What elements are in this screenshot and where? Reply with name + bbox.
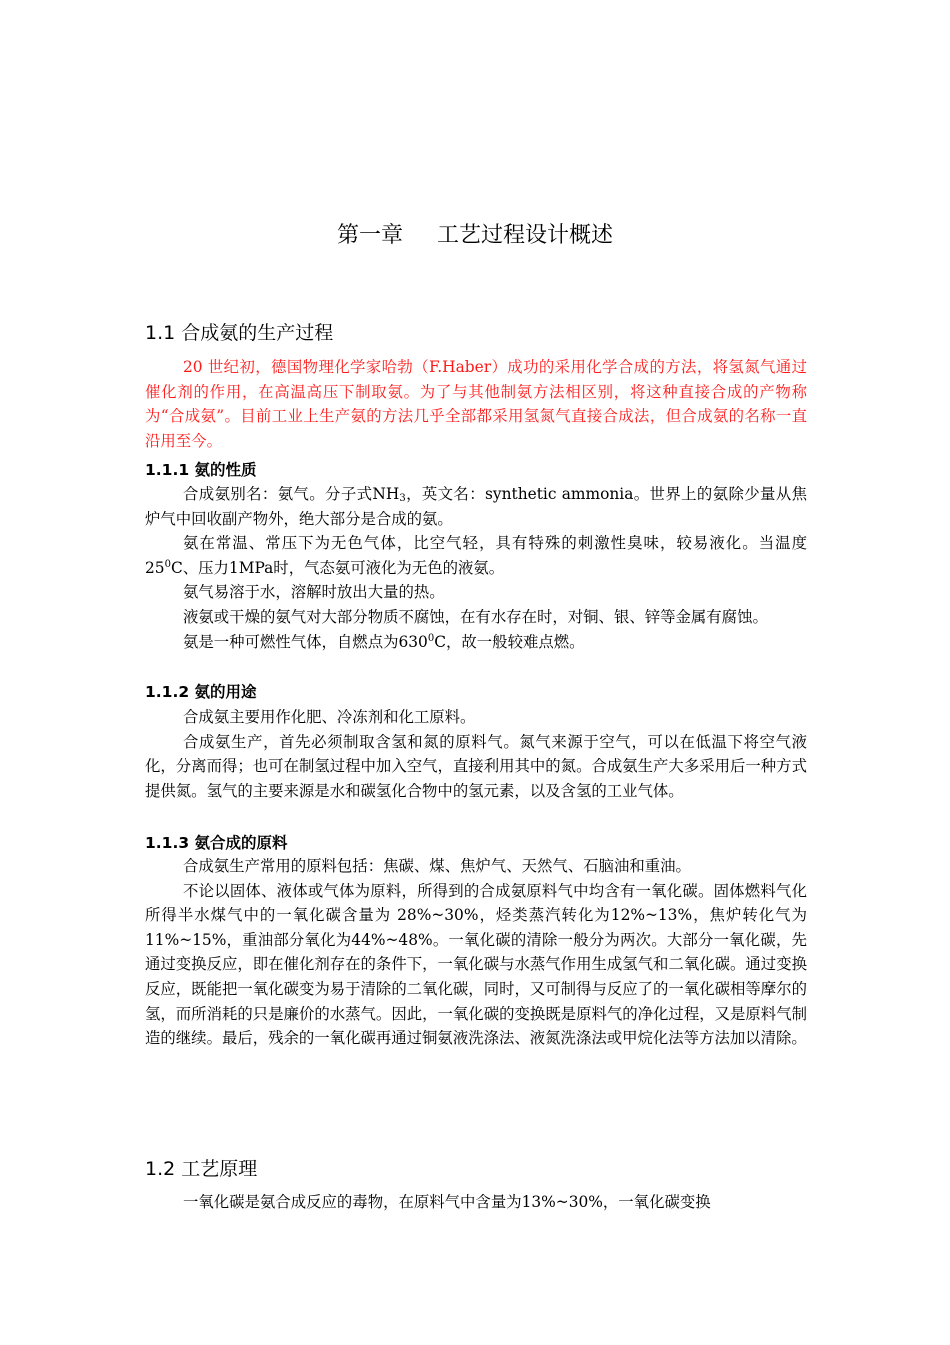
paragraph-ammonia-uses: 合成氨主要用作化肥、冷冻剂和化工原料。 — [183, 708, 476, 726]
section-1-2-body — [145, 1190, 807, 1215]
paragraph-ammonia-physical: 氨在常温、常压下为无色气体，比空气轻，具有特殊的刺激性臭味，较易液化。当温度$25^0C$、压力1MPa时，气态氨可液化为无色的液氨。 — [145, 534, 807, 577]
subsection-heading-1-1-2: 1.1.2 氨的用途 — [145, 683, 257, 701]
subsection-heading-1-1-1: 1.1.1 氨的性质 — [145, 461, 257, 479]
paragraph-process-principle: 一氧化碳是氨合成反应的毒物，在原料气中含量为13%~30%，一氧化碳变换 — [183, 1193, 711, 1211]
subsection-1-1-2-body — [145, 705, 807, 803]
subsection-heading-1-1-3: 1.1.3 氨合成的原料 — [145, 834, 288, 852]
chapter-name: 工艺过程设计概述 — [437, 223, 614, 248]
chapter-number: 第一章 — [336, 223, 403, 248]
subsection-1-1-1-body — [145, 482, 807, 654]
subsection-1-1-3-body — [145, 854, 807, 1051]
paragraph-raw-materials: 合成氨生产常用的原料包括：焦碳、煤、焦炉气、天然气、石脑油和重油。 — [183, 857, 691, 875]
section-heading-1-2: 1.2 工艺原理 — [145, 1158, 258, 1180]
section-heading-1-1: 1.1 合成氨的生产过程 — [145, 322, 334, 344]
section-1-1-intro — [145, 355, 807, 453]
paragraph-ammonia-flammability: 氨是一种可燃性气体，自燃点为$630^0C$，故一般较难点燃。 — [183, 632, 585, 651]
paragraph-ammonia-corrosion: 液氨或干燥的氨气对大部分物质不腐蚀，在有水存在时，对铜、银、锌等金属有腐蚀。 — [183, 607, 768, 626]
paragraph-feed-gas: 合成氨生产，首先必须制取含氢和氮的原料气。氮气来源于空气，可以在低温下将空气液化，分离而得；也可在制氢过程中加入空气，直接利用其中的氮。合成氨生产大多采用后一种方式提供氮。氢气的主要来源是水和碳氢化合物中的氢元素，以及含氢的工业气体。 — [145, 732, 807, 800]
paragraph-ammonia-solubility: 氨气易溶于水，溶解时放出大量的热。 — [183, 583, 445, 602]
paragraph-carbon-monoxide: 不论以固体、液体或气体为原料，所得到的合成氨原料气中均含有一氧化碳。固体燃料气化所得半水煤气中的一氧化碳含量为 28%~30%，烃类蒸汽转化为12%~13%，焦炉转化气为11%~15%，重油部分氧化为44%~48%。一氧化碳的清除一般分为两次。大部分一氧化碳，先通过变换反应，即在催化剂存在的条件下，一氧化碳与水蒸气作用生成氢气和二氧化碳。通过变换反应，既能把一氧化碳变为易于清除的二氧化碳，同时，又可制得与反应了的一氧化碳相等摩尔的氢，而所消耗的只是廉价的水蒸气。因此，一氧化碳的变换既是原料气的净化过程，又是原料气制造的继续。最后，残余的一氧化碳再通过铜氨液洗涤法、液氮洗涤法或甲烷化法等方法加以清除。 — [145, 881, 807, 1048]
paragraph-ammonia-name: 合成氨别名：氨气。分子式$NH_3$，英文名：synthetic ammonia。世界上的氨除少量从焦炉气中回收副产物外，绝大部分是合成的氨。 — [145, 485, 807, 528]
intro-paragraph: 20 世纪初，德国物理化学家哈勃（F.Haber）成功的采用化学合成的方法，将氢氮气通过催化剂的作用，在高温高压下制取氨。为了与其他制氨方法相区别，将这种直接合成的产物称为“合成氨”。目前工业上生产氨的方法几乎全部都采用氢氮气直接合成法，但合成氨的名称一直沿用至今。 — [145, 358, 807, 450]
chapter-title — [0, 218, 950, 249]
